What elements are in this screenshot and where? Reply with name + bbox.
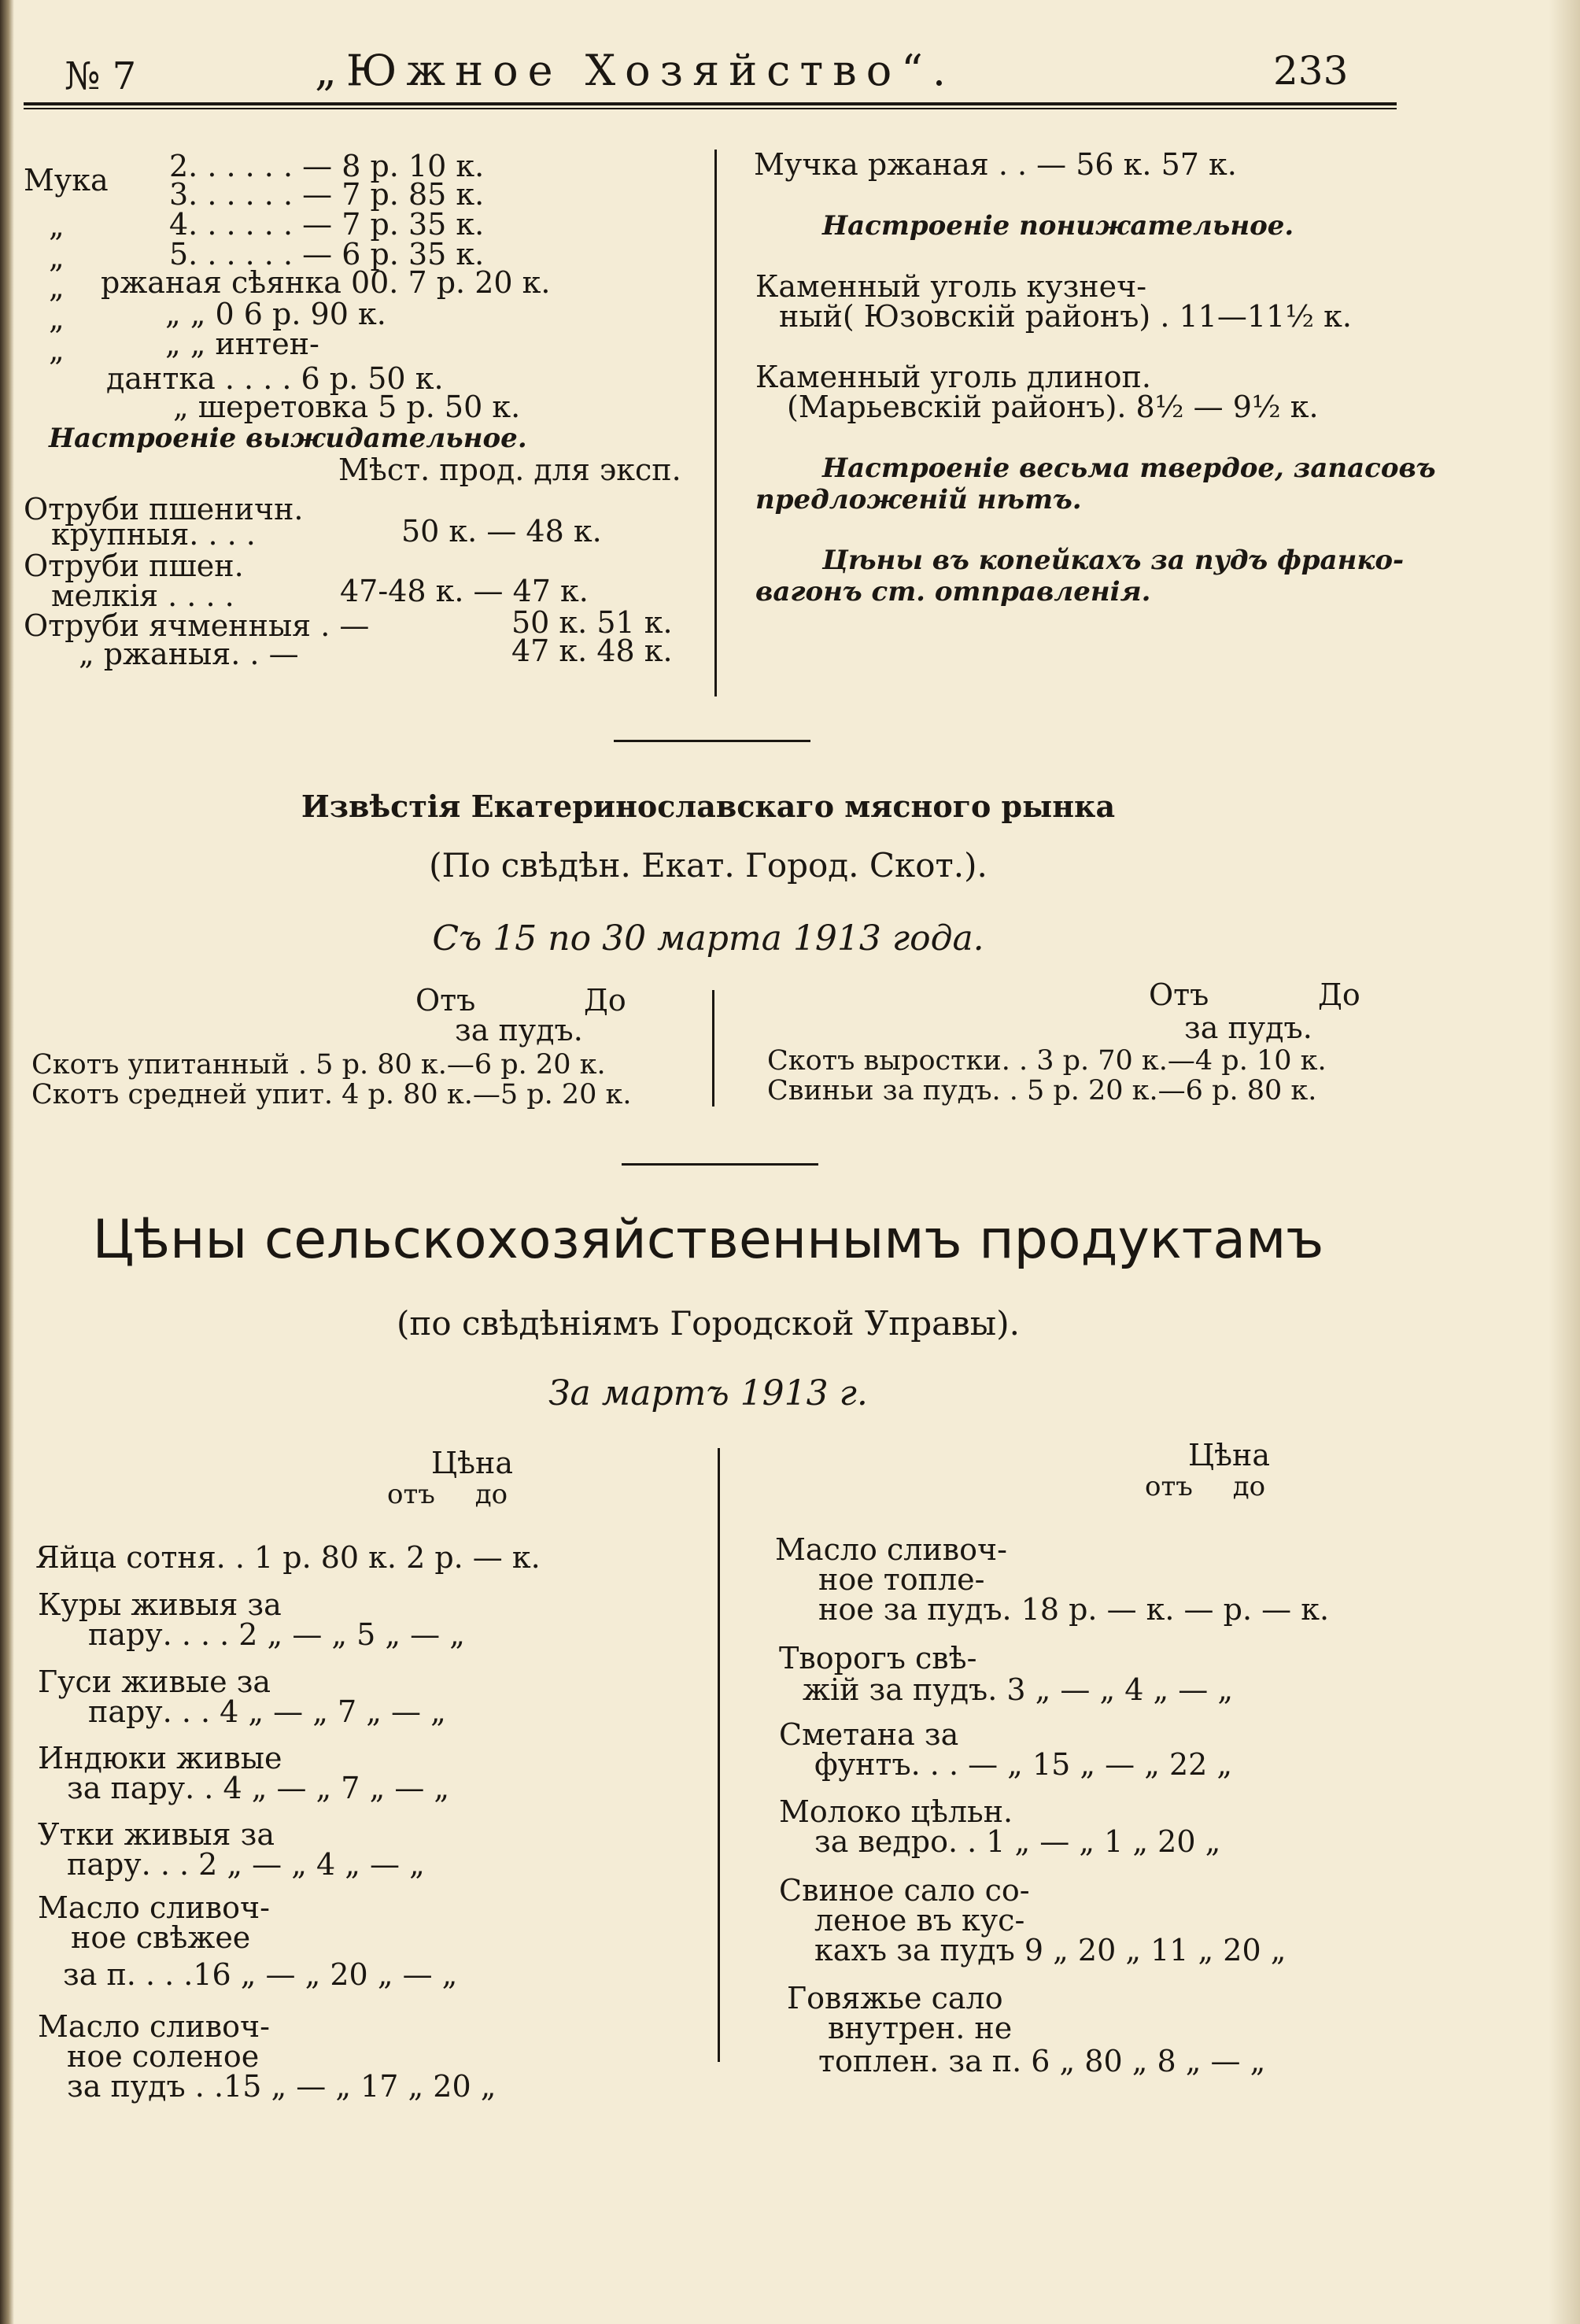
- meat-header-unit: за пудъ.: [455, 1013, 583, 1047]
- journal-title: „Южное Хозяйство“.: [315, 46, 955, 95]
- flour-row-label: „: [49, 301, 65, 336]
- agri-item: Молоко цѣльн.: [779, 1794, 1013, 1829]
- agri-source: (по свѣдѣніямъ Городской Управы).: [397, 1304, 1020, 1343]
- flour-row-label: „: [49, 240, 65, 275]
- flour-row: 3. . . . . . — 7 р. 85 к.: [169, 177, 485, 212]
- bran-row-value: 47 к. 48 к.: [511, 634, 673, 668]
- agri-item: топлен. за п. 6 „ 80 „ 8 „ — „: [818, 2044, 1266, 2078]
- section-rule: [614, 740, 810, 742]
- page-edge-shadow: [1549, 0, 1580, 2324]
- bran-row: крупныя. . . .: [51, 517, 256, 552]
- agri-price-header: Цѣна: [1188, 1438, 1271, 1472]
- meat-header-unit: за пудъ.: [1184, 1011, 1312, 1045]
- agri-item: Сметана за: [779, 1717, 959, 1752]
- flour-row: „ „ интен-: [165, 327, 319, 361]
- page-number: 233: [1273, 48, 1349, 94]
- agri-item: за п. . . .16 „ — „ 20 „ — „: [63, 1957, 458, 1992]
- agri-item: леное въ кус-: [814, 1903, 1025, 1938]
- agri-item: ное соленое: [67, 2039, 260, 2074]
- bran-row-value: 47-48 к. — 47 к.: [340, 574, 589, 608]
- mood-firm: предложеній нѣтъ.: [755, 484, 1082, 515]
- agri-item: пару. . . . 2 „ — „ 5 „ — „: [88, 1617, 465, 1652]
- flour-row: дантка . . . . 6 р. 50 к.: [106, 361, 444, 396]
- meat-row: Скотъ выростки. . 3 р. 70 к.—4 р. 10 к.: [767, 1045, 1327, 1077]
- header-rule-thin: [24, 108, 1397, 109]
- agri-divider: [718, 1448, 720, 2062]
- agri-item: пару. . . 2 „ — „ 4 „ — „: [67, 1847, 425, 1882]
- meat-period: Съ 15 по 30 марта 1913 года.: [432, 918, 984, 959]
- agri-item: за ведро. . 1 „ — „ 1 „ 20 „: [814, 1824, 1221, 1859]
- agri-item: Масло сливоч-: [775, 1532, 1007, 1567]
- bran-row-value: 50 к. 51 к.: [511, 605, 673, 640]
- coal-row: ный( Юзовскій районъ) . 11—11½ к.: [779, 299, 1352, 334]
- flour-row: 2. . . . . . — 8 р. 10 к.: [169, 149, 485, 183]
- coal-row: (Марьевскій районъ). 8½ — 9½ к.: [787, 390, 1319, 424]
- agri-item: жій за пудъ. 3 „ — „ 4 „ — „: [803, 1672, 1234, 1707]
- agri-item: за пудъ . .15 „ — „ 17 „ 20 „: [67, 2069, 497, 2104]
- meat-header-to: До: [584, 983, 626, 1018]
- meat-header-from: Отъ: [415, 983, 476, 1018]
- agri-price-header: Цѣна: [431, 1446, 514, 1480]
- agri-item: Говяжье сало: [787, 1981, 1003, 2015]
- bran-row-value: 50 к. — 48 к.: [401, 514, 602, 549]
- agri-item: Творогъ свѣ-: [779, 1641, 977, 1676]
- page-binding-shadow: [0, 0, 14, 2324]
- meat-source: (По свѣдѣн. Екат. Город. Скот.).: [429, 846, 988, 885]
- flour-row-label: Мука: [24, 163, 109, 198]
- header-rule: [24, 102, 1397, 105]
- issue-number: № 7: [65, 54, 137, 98]
- agri-item: Индюки живые: [38, 1741, 282, 1775]
- flour-row: 5. . . . . . — 6 р. 35 к.: [169, 237, 485, 272]
- coal-row: Каменный уголь кузнеч-: [755, 269, 1147, 304]
- bran-row: „ ржаныя. . —: [79, 637, 299, 671]
- agri-item: Гуси живые за: [38, 1664, 271, 1699]
- meat-divider: [712, 990, 714, 1107]
- agri-item: внутрен. не: [828, 2011, 1013, 2045]
- agri-item: Свиное сало со-: [779, 1873, 1030, 1908]
- agri-item: фунтъ. . . — „ 15 „ — „ 22 „: [814, 1747, 1233, 1782]
- meat-header-from: Отъ: [1149, 977, 1209, 1012]
- agri-from-to: отъ до: [387, 1479, 508, 1510]
- bran-column-header: Мѣст. прод. для эксп.: [338, 453, 681, 487]
- agri-from-to: отъ до: [1145, 1471, 1266, 1502]
- agri-item: Утки живыя за: [38, 1817, 275, 1852]
- coal-row: Каменный уголь длиноп.: [755, 360, 1151, 394]
- flour-mood: Настроеніе выжидательное.: [49, 423, 527, 454]
- flour-row-label: „: [49, 270, 65, 305]
- flour-row: 4. . . . . . — 7 р. 35 к.: [169, 207, 485, 242]
- mood-down: Настроеніе понижательное.: [822, 210, 1294, 242]
- bran-row: Отруби пшен.: [24, 549, 244, 583]
- agri-period: За мартъ 1913 г.: [548, 1373, 868, 1413]
- agri-item: ное свѣжее: [71, 1920, 251, 1955]
- agri-item: кахъ за пудъ 9 „ 20 „ 11 „ 20 „: [814, 1933, 1287, 1967]
- flour-row-label: „: [49, 333, 65, 368]
- section-rule: [622, 1163, 818, 1166]
- price-note: вагонъ ст. отправленія.: [755, 576, 1151, 608]
- meat-title: Извѣстія Екатеринославскаго мясного рынка: [301, 789, 1116, 824]
- agri-item: Куры живыя за: [38, 1587, 282, 1622]
- agri-item: за пару. . 4 „ — „ 7 „ — „: [67, 1771, 450, 1805]
- agri-item: Яйца сотня. . 1 р. 80 к. 2 р. — к.: [35, 1540, 541, 1575]
- mood-firm: Настроеніе весьма твердое, запасовъ: [822, 453, 1436, 484]
- agri-title: Цѣны сельскохозяйственнымъ продуктамъ: [92, 1209, 1324, 1271]
- meat-row: Скотъ средней упит. 4 р. 80 к.—5 р. 20 к.: [31, 1079, 632, 1110]
- rye-flour-row: Мучка ржаная . . — 56 к. 57 к.: [754, 147, 1237, 182]
- agri-item: пару. . . 4 „ — „ 7 „ — „: [88, 1694, 446, 1729]
- price-note: Цѣны въ копейкахъ за пудъ франко-: [822, 545, 1405, 576]
- flour-row-label: „: [49, 209, 65, 243]
- meat-row: Свиньи за пудъ. . 5 р. 20 к.—6 р. 80 к.: [767, 1075, 1317, 1107]
- flour-row: „ „ 0 6 р. 90 к.: [165, 297, 386, 331]
- agri-item: ное за пудъ. 18 р. — к. — р. — к.: [818, 1592, 1330, 1627]
- agri-item: ное топле-: [818, 1562, 985, 1597]
- flour-row: „ шеретовка 5 р. 50 к.: [173, 390, 521, 424]
- flour-row: ржаная сѣянка 00. 7 р. 20 к.: [101, 265, 551, 300]
- bran-row: Отруби пшеничн.: [24, 492, 304, 527]
- bran-row: мелкія . . . .: [51, 578, 234, 613]
- agri-item: Масло сливоч-: [38, 2009, 270, 2044]
- column-divider: [714, 150, 717, 696]
- meat-header-to: До: [1318, 977, 1360, 1012]
- meat-row: Скотъ упитанный . 5 р. 80 к.—6 р. 20 к.: [31, 1049, 606, 1081]
- bran-row: Отруби ячменныя . —: [24, 608, 370, 643]
- agri-item: Масло сливоч-: [38, 1890, 270, 1925]
